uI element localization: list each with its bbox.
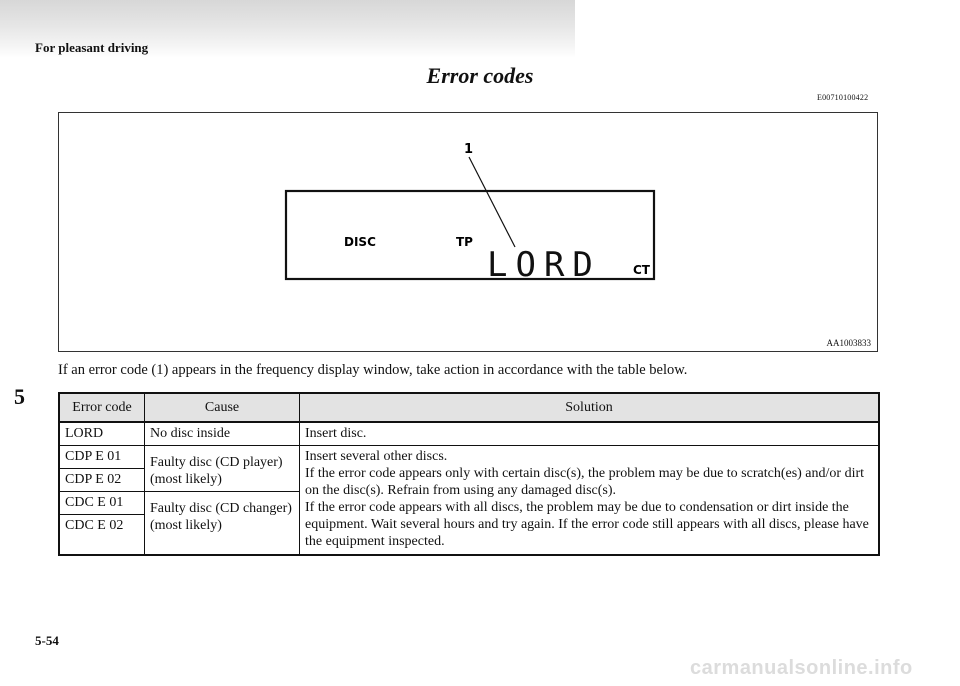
cause-cell: Faulty disc (CD changer) (most likely)	[145, 492, 300, 556]
header-solution: Solution	[300, 393, 880, 422]
lcd-readout-text: LORD	[487, 245, 601, 285]
solution-line: Insert several other discs.	[305, 449, 448, 464]
lcd-display-illustration	[59, 113, 879, 353]
table-header-row	[59, 393, 879, 422]
page-number: 5-54	[35, 633, 59, 648]
display-figure	[58, 112, 878, 352]
table-row	[59, 446, 879, 469]
chapter-tab: 5	[14, 384, 25, 409]
solution-cell	[300, 446, 880, 556]
watermark: carmanualsonline.info	[690, 657, 913, 679]
solution-cell: Insert disc.	[300, 422, 880, 446]
header-error-code: Error code	[59, 393, 145, 422]
error-code-cell: CDC E 02	[59, 515, 145, 556]
section-label: For pleasant driving	[35, 40, 149, 55]
error-codes-table	[58, 392, 880, 556]
solution-line: If the error code appears only with certain disc(s), the problem may be due to scratch(es) and/or dirt on the disc(s). Refrain from using any damaged disc(s).	[305, 466, 865, 498]
ct-indicator: CT	[633, 263, 650, 277]
cause-cell: No disc inside	[145, 422, 300, 446]
tp-indicator: TP	[456, 235, 473, 249]
intro-paragraph: If an error code (1) appears in the frequency display window, take action in accordance with the table below.	[58, 362, 688, 378]
disc-indicator: DISC	[344, 235, 376, 249]
document-code: E00710100422	[817, 93, 869, 102]
page-title: Error codes	[426, 63, 534, 88]
header-cause: Cause	[145, 393, 300, 422]
solution-line: If the error code appears with all discs, the problem may be due to condensation or dirt inside the equipment. Wait several hours and try again. If the error code still appears with all discs, please have the equipment inspected.	[305, 500, 869, 549]
error-code-cell: CDC E 01	[59, 492, 145, 515]
figure-code: AA1003833	[826, 338, 871, 348]
error-code-cell: CDP E 01	[59, 446, 145, 469]
table-row	[59, 422, 879, 446]
error-code-cell: CDP E 02	[59, 469, 145, 492]
cause-cell: Faulty disc (CD player) (most likely)	[145, 446, 300, 492]
callout-number: 1	[464, 142, 474, 157]
error-code-cell: LORD	[59, 422, 145, 446]
